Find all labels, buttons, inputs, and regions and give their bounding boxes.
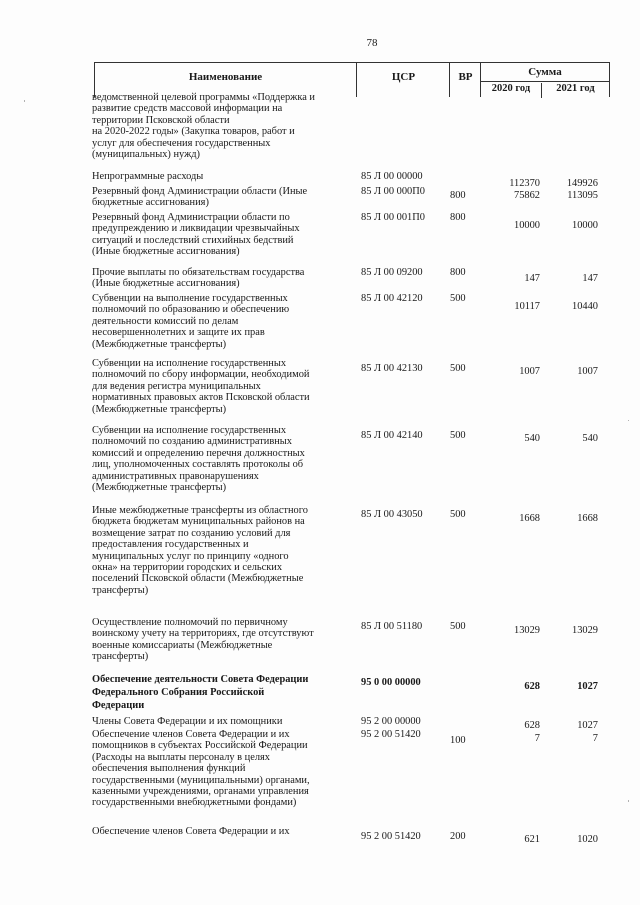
header-year-2021: 2021 год bbox=[541, 83, 609, 98]
row-name: Непрограммные расходы bbox=[92, 171, 204, 182]
row-sum-2021: 149926 bbox=[566, 178, 598, 189]
row-csr: 85 Л 00 42130 bbox=[361, 363, 423, 374]
row-sum-2020: 540 bbox=[524, 433, 540, 444]
header-vr: ВР bbox=[458, 71, 473, 83]
row-vr: 500 bbox=[450, 430, 466, 441]
row-csr: 95 0 00 00000 bbox=[361, 677, 421, 688]
row-sum-2020: 75862 bbox=[514, 190, 540, 201]
row-sum-2021: 7 bbox=[592, 733, 598, 744]
header-csr-cell bbox=[356, 63, 450, 97]
row-sum-2020: 10117 bbox=[514, 301, 540, 312]
row-sum-2020: 1668 bbox=[519, 513, 540, 524]
row-csr: 95 2 00 51420 bbox=[361, 831, 421, 842]
row-sum-2021: 1007 bbox=[577, 366, 598, 377]
row-sum-2020: 13029 bbox=[514, 625, 540, 636]
row-sum-2021: 1020 bbox=[577, 834, 598, 845]
row-name: Осуществление полномочий по первичному воинскому учету на территориях, где отсутствуют военные комиссариаты (Межбюджетные трансферты) bbox=[92, 617, 314, 663]
row-name: Обеспечение членов Совета Федерации и их bbox=[92, 826, 290, 837]
page-number-text: 78 bbox=[366, 37, 378, 49]
row-vr: 800 bbox=[450, 212, 466, 223]
row-name: Обеспечение деятельности Совета Федерации Федерального Собрания Российской Федерации bbox=[92, 674, 309, 711]
row-name: Иные межбюджетные трансферты из областного бюджета бюджетам муниципальных районов на возмещение затрат по созданию условий для предоставления государственных и муниципальных услуг по принципу «одного окна» на территории городских и сельских поселений Псковской области (Межбюджетные трансферты) bbox=[92, 505, 308, 596]
row-vr: 500 bbox=[450, 509, 466, 520]
header-name: Наименование bbox=[188, 71, 263, 83]
header-vr-cell bbox=[449, 63, 481, 97]
row-vr: 500 bbox=[450, 363, 466, 374]
row-name: Прочие выплаты по обязательствам государства (Иные бюджетные ассигнования) bbox=[92, 267, 305, 290]
row-vr: 200 bbox=[450, 831, 466, 842]
row-sum-2020: 1007 bbox=[519, 366, 540, 377]
row-vr: 500 bbox=[450, 621, 466, 632]
row-name: Субвенции на исполнение государственных полномочий по сбору информации, необходимой для ведения регистра муниципальных нормативных правовых актов Псковской области (Межбюджетные трансферты) bbox=[92, 358, 310, 415]
header-sum-cell bbox=[480, 63, 609, 97]
scan-artifact bbox=[628, 420, 629, 421]
header-years bbox=[481, 81, 609, 97]
row-name: Резервный фонд Администрации области по предупреждению и ликвидации чрезвычайных ситуаций и последствий стихийных бедствий (Иные бюджетные ассигнования) bbox=[92, 212, 300, 258]
row-sum-2021: 1668 bbox=[577, 513, 598, 524]
row-vr: 800 bbox=[450, 267, 466, 278]
row-csr: 95 2 00 00000 bbox=[361, 716, 421, 727]
row-sum-2020: 628 bbox=[524, 681, 540, 692]
row-sum-2020: 147 bbox=[524, 273, 540, 284]
row-csr: 85 Л 00 09200 bbox=[361, 267, 423, 278]
row-csr: 85 Л 00 42140 bbox=[361, 430, 423, 441]
header-year-2020: 2020 год bbox=[491, 83, 531, 94]
row-vr: 800 bbox=[450, 190, 466, 201]
row-sum-2021: 147 bbox=[582, 273, 598, 284]
row-name: Резервный фонд Администрации области (Иные бюджетные ассигнования) bbox=[92, 186, 308, 209]
row-name: Члены Совета Федерации и их помощники bbox=[92, 716, 283, 727]
row-sum-2021: 13029 bbox=[572, 625, 598, 636]
row-csr: 85 Л 00 00000 bbox=[361, 171, 423, 182]
row-csr: 85 Л 00 43050 bbox=[361, 509, 423, 520]
row-sum-2020: 621 bbox=[524, 834, 540, 845]
row-sum-2021: 10000 bbox=[572, 220, 598, 231]
row-name: Субвенции на исполнение государственных полномочий по созданию административных комиссий и определению перечня должностных лиц, уполномоченных составлять протоколы об административных правонарушениях (Межбюджетные трансферты) bbox=[92, 425, 305, 494]
row-sum-2021: 540 bbox=[582, 433, 598, 444]
header-csr: ЦСР bbox=[391, 71, 416, 83]
row-name: Обеспечение членов Совета Федерации и их помощников в субъектах Российской Федерации (Расходы на выплаты персоналу в целях обеспечения выполнения функций государственными (муниципальными) органами, казенными учреждениями, органами управления государственными внебюджетными фондами) bbox=[92, 729, 310, 809]
header-sum: Сумма bbox=[528, 66, 562, 78]
row-sum-2020: 10000 bbox=[514, 220, 540, 231]
row-csr: 85 Л 00 42120 bbox=[361, 293, 423, 304]
row-sum-2021: 1027 bbox=[577, 720, 598, 731]
row-csr: 85 Л 00 001П0 bbox=[361, 212, 425, 223]
row-sum-2021: 10440 bbox=[572, 301, 598, 312]
row-vr: 500 bbox=[450, 293, 466, 304]
row-sum-2020: 7 bbox=[534, 733, 540, 744]
row-csr: 85 Л 00 000П0 bbox=[361, 186, 425, 197]
scan-artifact bbox=[628, 800, 629, 802]
scan-artifact bbox=[24, 100, 25, 102]
row-sum-2020: 112370 bbox=[509, 178, 540, 189]
row-csr: 85 Л 00 51180 bbox=[361, 621, 423, 632]
page-number bbox=[0, 37, 640, 49]
row-name: ведомственной целевой программы «Поддержка и развитие средств массовой информации на территории Псковской области на 2020-2022 годы» (Закупка товаров, работ и услуг для обеспечения государственных (муниципальных) нужд) bbox=[92, 92, 315, 161]
row-sum-2021: 113095 bbox=[567, 190, 598, 201]
row-csr: 95 2 00 51420 bbox=[361, 729, 421, 740]
row-name: Субвенции на выполнение государственных полномочий по образованию и обеспечению деятельности комиссий по делам несовершеннолетних и защите их прав (Межбюджетные трансферты) bbox=[92, 293, 290, 350]
row-sum-2021: 1027 bbox=[577, 681, 598, 692]
row-vr: 100 bbox=[450, 735, 466, 746]
row-sum-2020: 628 bbox=[524, 720, 540, 731]
